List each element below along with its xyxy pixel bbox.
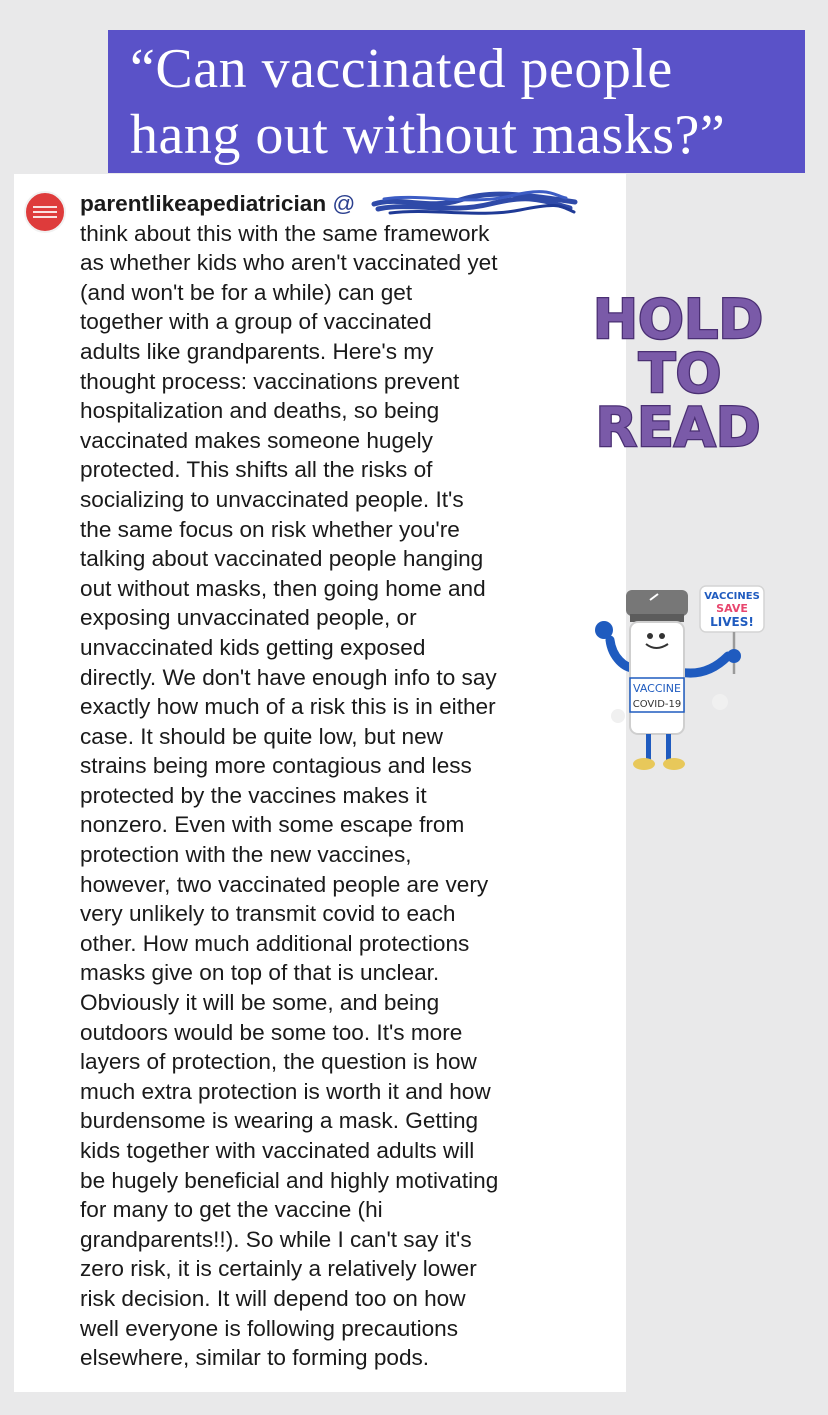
hold-word: HOLD: [592, 288, 764, 351]
vaccine-mascot-sticker: [588, 584, 778, 779]
title-banner: [108, 30, 805, 173]
comment-line: kids together with vaccinated adults will: [80, 1138, 475, 1163]
comment-line: layers of protection, the question is how: [80, 1049, 477, 1075]
comment-line: very unlikely to transmit covid to each: [80, 901, 456, 927]
comment-lines: [80, 219, 625, 1373]
comment-line: unvaccinated kids getting exposed: [80, 634, 426, 660]
comment-line: nonzero. Even with some escape from: [80, 812, 465, 838]
mention-link[interactable]: @: [332, 191, 356, 216]
title-line-2: hang out without masks?”: [130, 104, 726, 166]
comment-line: thought process: vaccinations prevent: [80, 368, 460, 394]
comment-line: strains being more contagious and less: [80, 753, 472, 779]
title-line-1: “Can vaccinated people: [130, 38, 673, 100]
comment-line: hospitalization and deaths, so being: [80, 398, 440, 424]
comment-line: protected. This shifts all the risks of: [80, 457, 433, 483]
comment-line: much extra protection is worth it and how: [80, 1078, 491, 1104]
comment-line: well everyone is following precautions: [80, 1315, 459, 1341]
comment-line: as whether kids who aren't vaccinated yet: [80, 250, 498, 276]
sign-line-1: VACCINES: [704, 591, 760, 602]
comment-line: protection with the new vaccines,: [80, 842, 412, 868]
sign-line-2: SAVE: [716, 602, 748, 615]
comment-line: vaccinated makes someone hugely: [80, 427, 433, 453]
avatar[interactable]: [24, 191, 66, 233]
hold-to-read-sticker: [592, 288, 772, 458]
comment-line: exposing unvaccinated people, or: [80, 605, 417, 631]
comment-line: elsewhere, similar to forming pods.: [80, 1345, 430, 1371]
comment-line: for many to get the vaccine (hi: [80, 1197, 383, 1223]
read-word: READ: [595, 396, 761, 458]
comment-line: protected by the vaccines makes it: [80, 782, 427, 808]
comment-line: socializing to unvaccinated people. It's: [80, 486, 464, 512]
comment-body: [80, 189, 625, 1373]
comment-line: together with a group of vaccinated: [80, 309, 432, 335]
comment-line: risk decision. It will depend too on how: [80, 1285, 466, 1311]
comment-line: Obviously it will be some, and being: [80, 990, 440, 1016]
avatar-logo: [33, 203, 57, 221]
to-word: TO: [638, 342, 722, 405]
comment-line: be hugely beneficial and highly motivating: [80, 1167, 499, 1193]
sign-line-3: LIVES!: [710, 615, 754, 629]
username-link[interactable]: parentlikeapediatrician: [80, 191, 327, 216]
comment-line: think about this with the same framework: [80, 220, 490, 246]
comment-line: exactly how much of a risk this is in either: [80, 694, 496, 720]
comment-line: however, two vaccinated people are very: [80, 871, 489, 897]
comment-line: other. How much additional protections: [80, 930, 470, 956]
comment-line: out without masks, then going home and: [80, 575, 486, 601]
label-line-1: VACCINE: [633, 682, 681, 695]
comment-line: outdoors would be some too. It's more: [80, 1019, 463, 1045]
comment-line: talking about vaccinated people hanging: [80, 546, 484, 572]
comment-line: (and won't be for a while) can get: [80, 279, 413, 305]
label-line-2: COVID-19: [632, 699, 682, 710]
comment-line: directly. We don't have enough info to say: [80, 664, 497, 690]
comment-line: adults like grandparents. Here's my: [80, 338, 434, 364]
comment-line: zero risk, it is certainly a relatively lower: [80, 1256, 477, 1282]
comment-line: case. It should be quite low, but new: [80, 723, 443, 749]
comment-line: the same focus on risk whether you're: [80, 516, 460, 542]
comment-line: masks give on top of that is unclear.: [80, 960, 440, 986]
redaction-scribble: [370, 190, 580, 220]
comment-line: grandparents!!). So while I can't say it's: [80, 1226, 472, 1252]
comment-line: burdensome is wearing a mask. Getting: [80, 1108, 479, 1134]
